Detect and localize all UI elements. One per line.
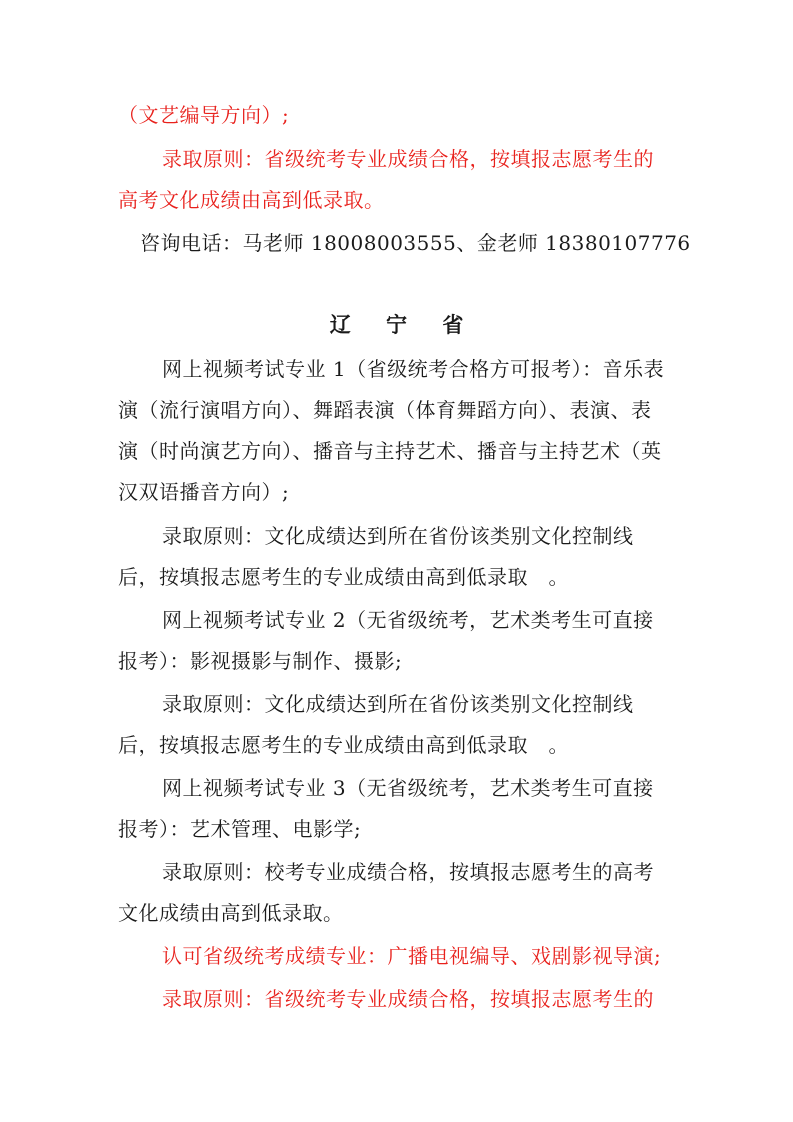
online3-line-1: 网上视频考试专业 3（无省级统考，艺术类考生可直接 (162, 776, 654, 800)
prev-contact-phone: 咨询电话：马老师 18008003555、金老师 18380107776 (140, 231, 691, 255)
heading-char-3: 省 (442, 312, 464, 337)
prev-principle-line-1: 录取原则：省级统考专业成绩合格，按填报志愿考生的 (162, 147, 654, 171)
principle1-line-2: 后，按填报志愿考生的专业成绩由高到低录取 。 (118, 565, 569, 589)
recognized-majors-line: 认可省级统考成绩专业：广播电视编导、戏剧影视导演; (162, 944, 662, 968)
province-heading (0, 311, 793, 339)
online2-line-1: 网上视频考试专业 2（无省级统考，艺术类考生可直接 (162, 608, 654, 632)
principle1-line-1: 录取原则：文化成绩达到所在省份该类别文化控制线 (162, 524, 634, 548)
online1-line-2: 演（流行演唱方向）、舞蹈表演（体育舞蹈方向）、表演、表 (118, 398, 652, 422)
principle2-line-2: 后，按填报志愿考生的专业成绩由高到低录取 。 (118, 733, 569, 757)
online1-line-4: 汉双语播音方向）; (118, 480, 290, 504)
heading-char-2: 宁 (386, 312, 407, 337)
principle3-line-2: 文化成绩由高到低录取。 (118, 901, 344, 925)
prev-principle-line-2: 高考文化成绩由高到低录取。 (118, 188, 385, 212)
principle2-line-1: 录取原则：文化成绩达到所在省份该类别文化控制线 (162, 692, 634, 716)
online1-line-1: 网上视频考试专业 1（省级统考合格方可报考）：音乐表 (162, 357, 665, 381)
principle3-line-1: 录取原则：校考专业成绩合格，按填报志愿考生的高考 (162, 860, 654, 884)
online3-line-2: 报考）：艺术管理、电影学; (118, 817, 362, 841)
online1-line-3: 演（时尚演艺方向）、播音与主持艺术、播音与主持艺术（英 (118, 439, 662, 463)
heading-char-1: 辽 (329, 312, 351, 337)
online2-line-2: 报考）：影视摄影与制作、摄影; (118, 649, 403, 673)
recognized-principle-line-1: 录取原则：省级统考专业成绩合格，按填报志愿考生的 (162, 987, 654, 1011)
prev-major-direction: （文艺编导方向）; (118, 103, 290, 127)
